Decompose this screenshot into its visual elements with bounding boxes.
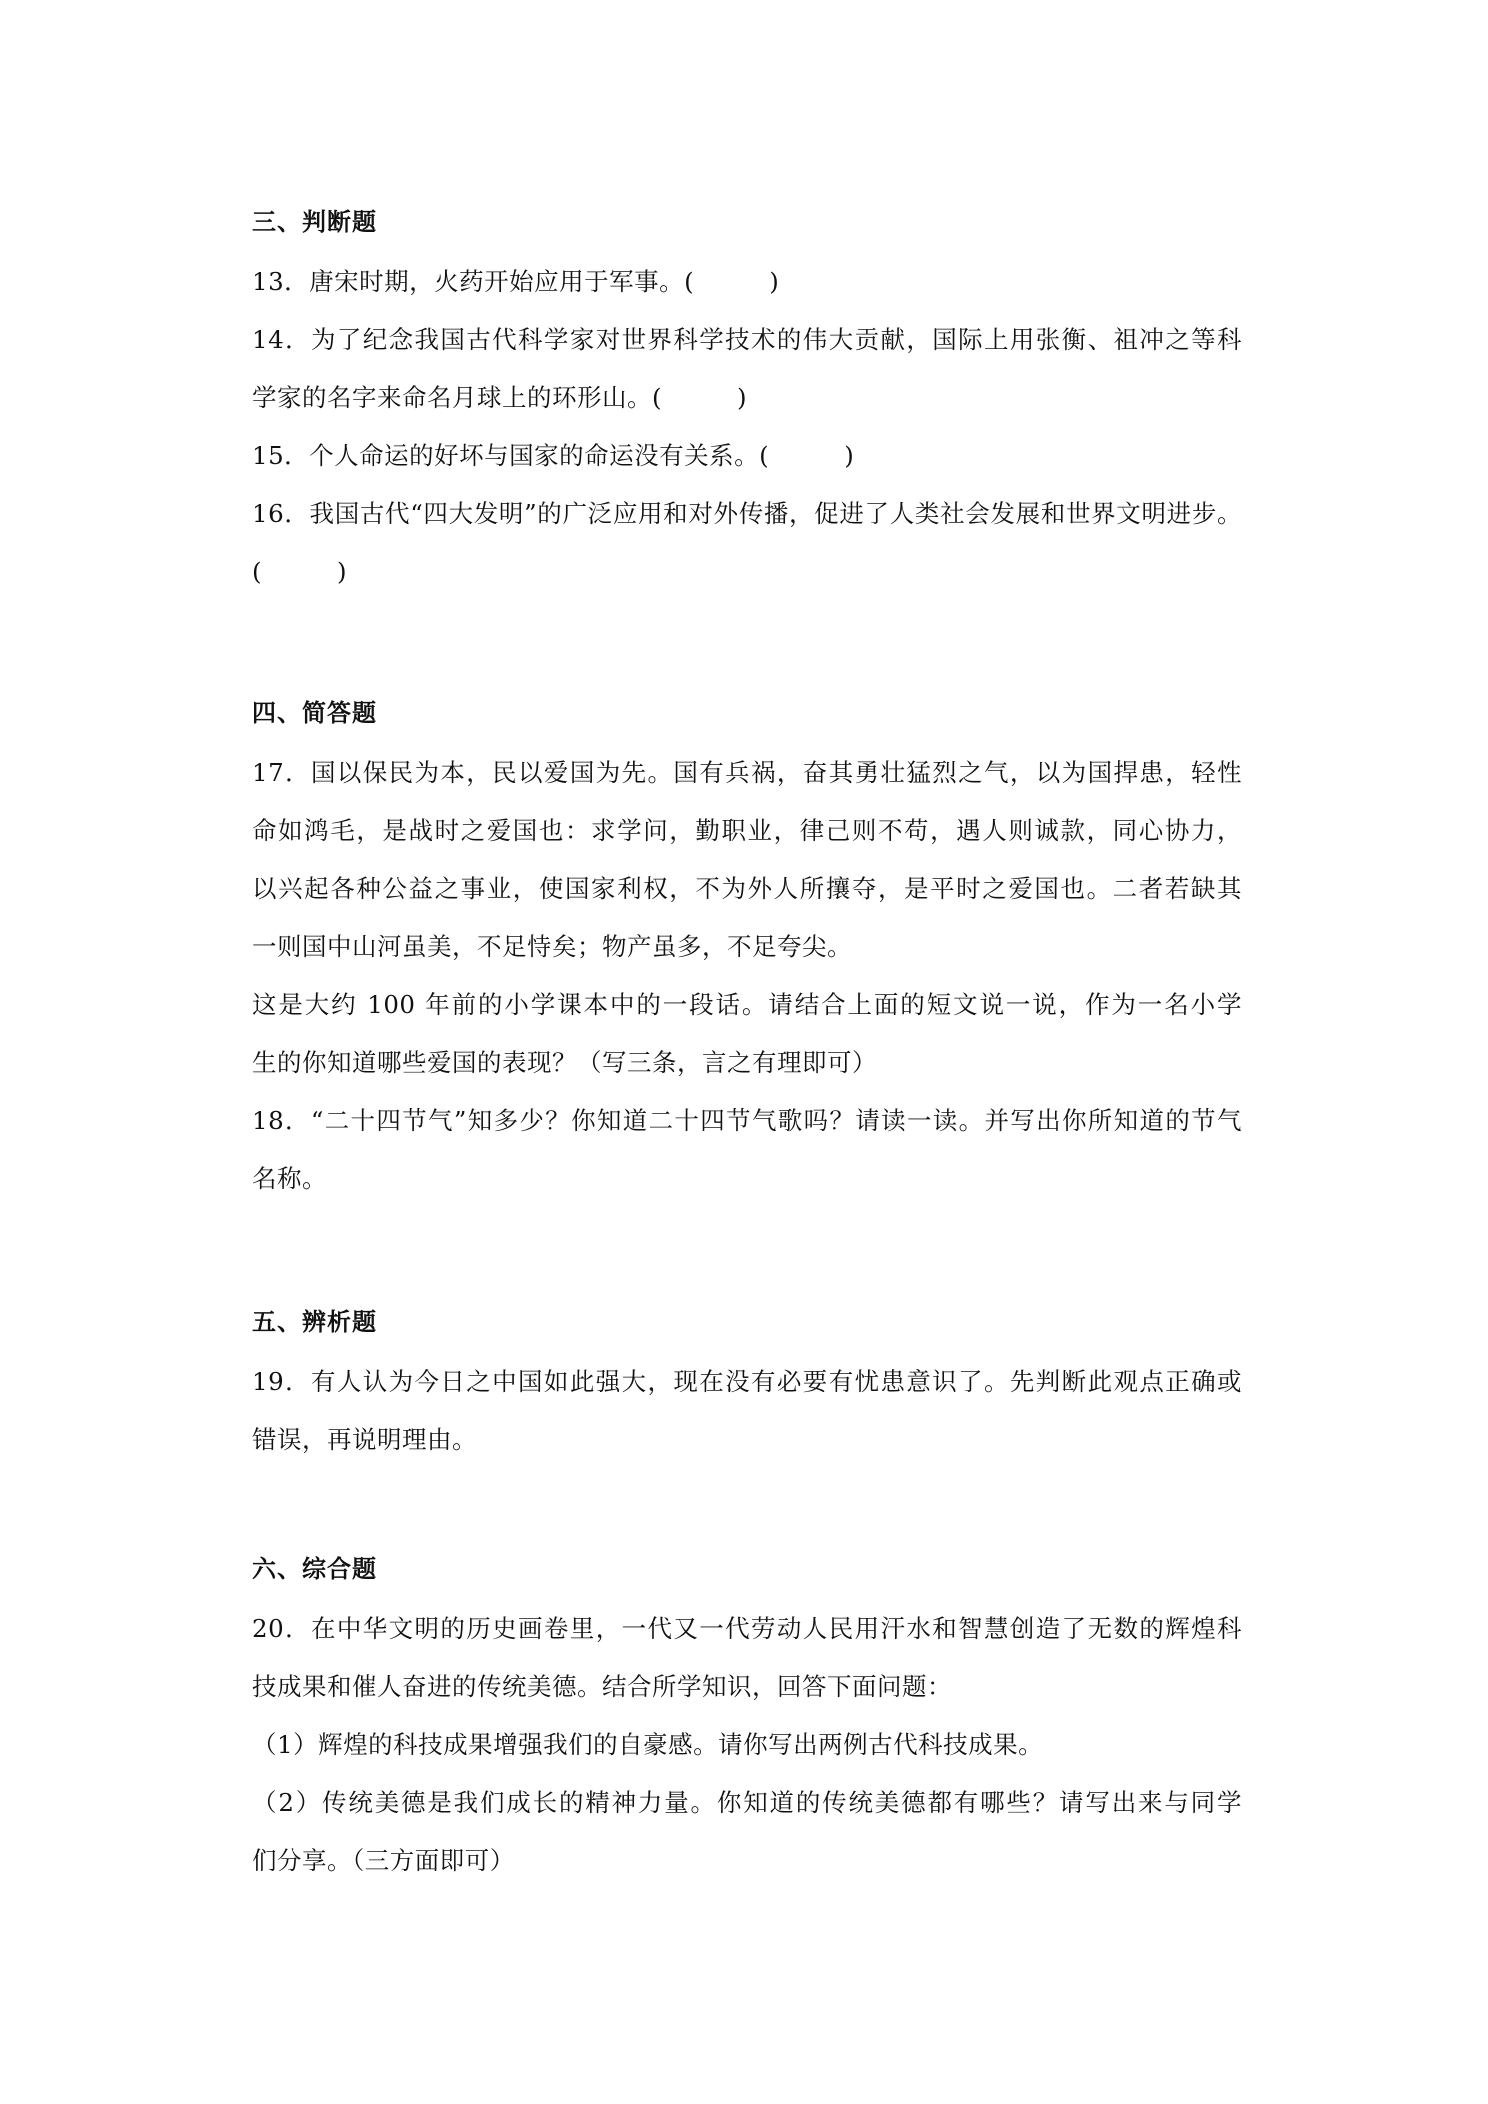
- question-14-line-2: 学家的名字来命名月球上的环形山。( ): [252, 383, 748, 412]
- question-17-line-3: 以兴起各种公益之事业，使国家利权，不为外人所攘夺，是平时之爱国也。二者若缺其: [252, 874, 1242, 903]
- section-body-analysis: [252, 1353, 1242, 1469]
- question-19-line-2: 错误，再说明理由。: [252, 1425, 477, 1454]
- question-20-sub-2-line-2: 们分享。（三方面即可）: [252, 1846, 515, 1875]
- section-body-judgement: [252, 253, 1242, 601]
- section-title-judgement: 三、判断题: [252, 208, 377, 236]
- question-17-line-1: 17．国以保民为本，民以爱国为先。国有兵祸，奋其勇壮猛烈之气，以为国捍患，轻性: [252, 758, 1242, 787]
- question-14-line-1: 14．为了纪念我国古代科学家对世界科学技术的伟大贡献，国际上用张衡、祖冲之等科: [252, 325, 1242, 354]
- question-17-line-2: 命如鸿毛，是战时之爱国也：求学问，勤职业，律己则不苟，遇人则诚款，同心协力，: [252, 816, 1242, 845]
- section-title-analysis: 五、辨析题: [252, 1308, 377, 1336]
- question-18-line-2: 名称。: [252, 1164, 327, 1193]
- section-body-comprehensive: [252, 1600, 1242, 1890]
- question-20-line-1: 20．在中华文明的历史画卷里，一代又一代劳动人民用汗水和智慧创造了无数的辉煌科: [252, 1614, 1242, 1643]
- question-20-sub-1: （1）辉煌的科技成果增强我们的自豪感。请你写出两例古代科技成果。: [252, 1730, 1044, 1759]
- question-20-line-2: 技成果和催人奋进的传统美德。结合所学知识，回答下面问题：: [252, 1672, 952, 1701]
- question-20-sub-2-line-1: （2）传统美德是我们成长的精神力量。你知道的传统美德都有哪些？请写出来与同学: [252, 1788, 1242, 1817]
- question-15: 15．个人命运的好坏与国家的命运没有关系。( ): [252, 441, 855, 470]
- question-18-line-1: 18．“二十四节气”知多少？你知道二十四节气歌吗？请读一读。并写出你所知道的节气: [252, 1106, 1242, 1135]
- question-17-line-4: 一则国中山河虽美，不足恃矣；物产虽多，不足夸尖。: [252, 932, 852, 961]
- question-16-line-1: 16．我国古代“四大发明”的广泛应用和对外传播，促进了人类社会发展和世界文明进步。: [252, 499, 1242, 528]
- question-13: 13．唐宋时期，火药开始应用于军事。( ): [252, 267, 780, 296]
- question-17-prompt-line-1: 这是大约 100 年前的小学课本中的一段话。请结合上面的短文说一说，作为一名小学: [252, 990, 1242, 1019]
- question-19-line-1: 19．有人认为今日之中国如此强大，现在没有必要有忧患意识了。先判断此观点正确或: [252, 1367, 1242, 1396]
- question-17-prompt-line-2: 生的你知道哪些爱国的表现？（写三条，言之有理即可）: [252, 1048, 877, 1077]
- section-title-comprehensive: 六、综合题: [252, 1555, 377, 1583]
- section-body-short-answer: [252, 744, 1242, 1208]
- section-title-short-answer: 四、简答题: [252, 699, 377, 727]
- question-16-line-2: ( ): [252, 557, 348, 586]
